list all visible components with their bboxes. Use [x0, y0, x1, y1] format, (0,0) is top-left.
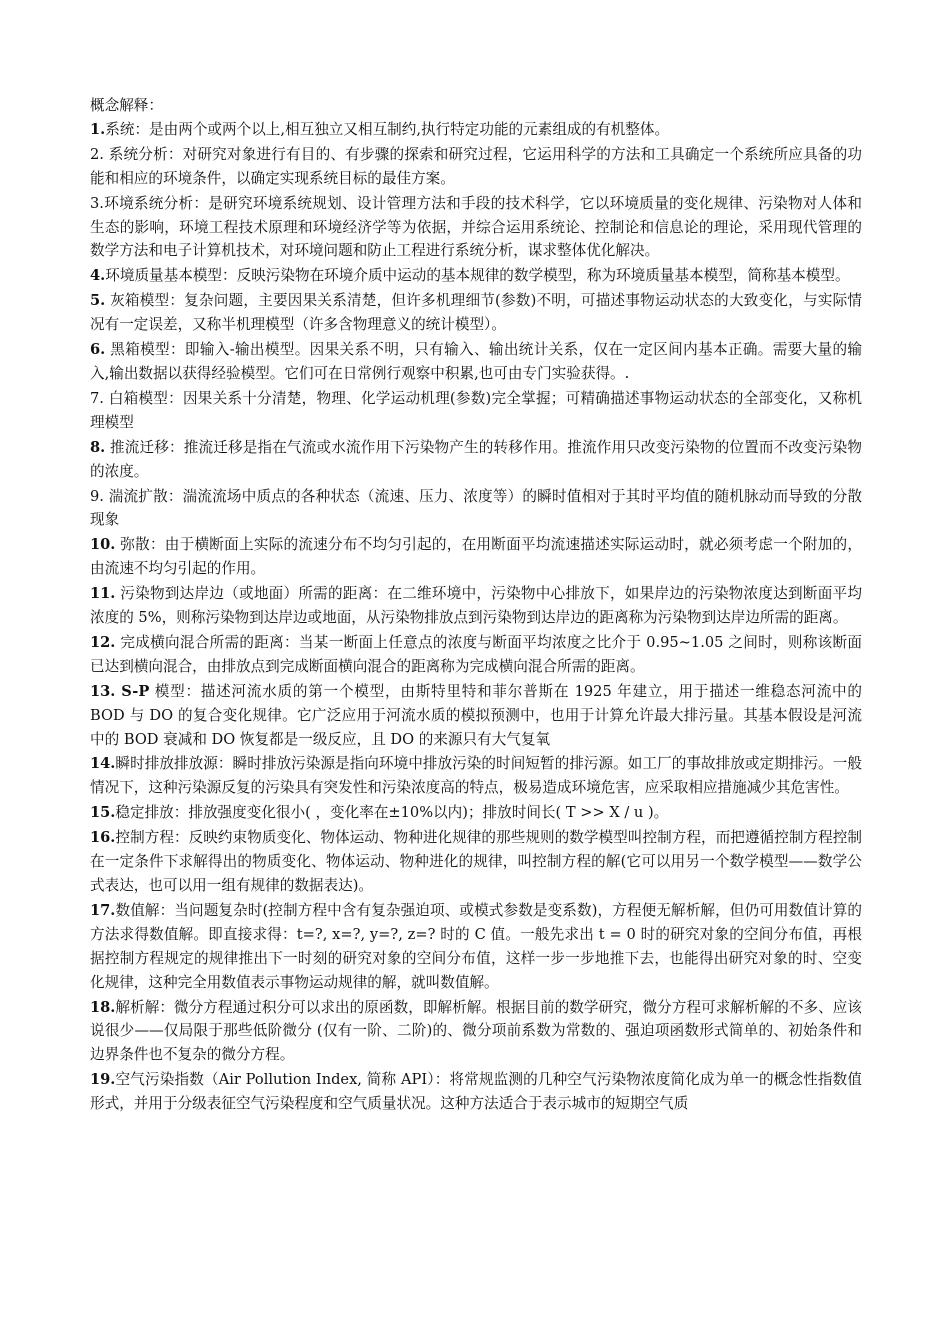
definition-item-7	[90, 387, 862, 435]
item-number: 11.	[90, 585, 116, 603]
definition-item-8	[90, 436, 862, 484]
item-number: 10.	[90, 536, 116, 554]
item-number: 19.	[90, 1071, 116, 1089]
item-number: 13. S-P	[90, 682, 150, 700]
item-number: 17.	[90, 901, 116, 919]
item-text: 湍流扩散：湍流流场中质点的各种状态（流速、压力、浓度等）的瞬时值相对于其时平均值的随机脉动而导致的分散现象	[90, 487, 862, 529]
item-number: 1.	[90, 120, 106, 138]
definition-item-2	[90, 143, 862, 191]
item-text: 完成横向混合所需的距离：当某一断面上任意点的浓度与断面平均浓度之比介于 0.95~1.05 之间时，则称该断面已达到横向混合，由排放点到完成断面横向混合的距离称为完成横向混合所需的距离。	[90, 633, 862, 675]
item-number: 6.	[90, 341, 106, 359]
item-number: 5.	[90, 292, 106, 310]
item-number: 2.	[90, 145, 104, 163]
item-number: 18.	[90, 998, 116, 1016]
definition-item-9	[90, 485, 862, 533]
definition-item-12	[90, 631, 862, 679]
definition-item-13	[90, 680, 862, 752]
item-number: 14.	[90, 755, 116, 773]
item-text: 瞬时排放排放源：瞬时排放污染源是指向环境中排放污染的时间短暂的排污源。如工厂的事故排放或定期排污。一般情况下，这种污染源反复的污染具有突发性和污染浓度高的特点，极易造成环境危害，应采取相应措施减少其危害性。	[90, 755, 862, 797]
item-text: 稳定排放：排放强度变化很小( ，变化率在±10%以内)；排放时间长( T >> X / u )。	[115, 804, 669, 822]
definition-item-6	[90, 338, 862, 386]
definition-item-1	[90, 118, 862, 142]
definition-item-4	[90, 264, 862, 288]
definition-item-18	[90, 996, 862, 1068]
definition-item-17	[90, 899, 862, 995]
item-text: 弥散：由于横断面上实际的流速分布不均匀引起的，在用断面平均流速描述实际运动时，就必须考虑一个附加的，由流速不均匀引起的作用。	[90, 536, 862, 578]
item-text: 控制方程：反映约束物质变化、物体运动、物种进化规律的那些规则的数学模型叫控制方程，而把遵循控制方程控制在一定条件下求解得出的物质变化、物体运动、物种进化的规律，叫控制方程的解(它可以用另一个数学模型——数学公式表达，也可以用一组有规律的数据表达)。	[90, 829, 862, 894]
item-text: 模型：描述河流水质的第一个模型，由斯特里特和菲尔普斯在 1925 年建立，用于描述一维稳态河流中的 BOD 与 DO 的复合变化规律。它广泛应用于河流水质的模拟预测中，也用于计算允许最大排污量。其基本假设是河流中的 BOD 衰减和 DO 恢复都是一级反应，且 DO 的来源只有大气复氧	[90, 682, 863, 748]
item-text: 灰箱模型：复杂问题，主要因果关系清楚，但许多机理细节(参数)不明，可描述事物运动状态的大致变化，与实际情况有一定误差，又称半机理模型（许多含物理意义的统计模型）。	[90, 292, 862, 334]
item-number: 16.	[90, 829, 116, 847]
item-text: 解析解：微分方程通过积分可以求出的原函数，即解析解。根据目前的数学研究，微分方程可求解析解的不多、应该说很少——仅局限于那些低阶微分 (仅有一阶、二阶)的、微分项前系数为常数的、强迫项函数形式简单的、初始条件和边界条件也不复杂的微分方程。	[90, 998, 862, 1064]
item-text: 环境系统分析：是研究环境系统规划、设计管理方法和手段的技术科学，它以环境质量的变化规律、污染物对人体和生态的影响，环境工程技术原理和环境经济学等为依据，并综合运用系统论、控制论和信息论的理论，采用现代管理的数学方法和电子计算机技术，对环境问题和防止工程进行系统分析，谋求整体优化解决。	[90, 194, 862, 260]
item-number: 8.	[90, 438, 106, 456]
definition-item-11	[90, 582, 862, 630]
definition-item-10	[90, 533, 862, 581]
item-number: 9.	[90, 487, 104, 505]
section-heading: 概念解释：	[90, 97, 163, 114]
item-text: 污染物到达岸边（或地面）所需的距离：在二维环境中，污染物中心排放下，如果岸边的污染物浓度达到断面平均浓度的 5%，则称污染物到达岸边或地面，从污染物排放点到污染物到达岸边的距离称为污染物到达岸边所需的距离。	[90, 585, 862, 627]
item-text: 环境质量基本模型：反映污染物在环境介质中运动的基本规律的数学模型，称为环境质量基本模型，简称基本模型。	[105, 267, 850, 285]
definition-item-16	[90, 826, 862, 898]
item-text: 数值解：当问题复杂时(控制方程中含有复杂强迫项、或模式参数是变系数)，方程便无解析解，但仍可用数值计算的方法求得数值解。即直接求得：t=?, x=?, y=?, z=? 时的 C 值。一般先求出 t = 0 时的研究对象的空间分布值，再根据控制方程规定的规律推出下一时刻的研究对象的空间分布值，这样一步一步地推下去，也能得出研究对象的时、空变化规律，这种完全用数值表示事物运动规律的解，就叫数值解。	[90, 901, 862, 991]
definition-item-14	[90, 752, 862, 800]
item-text: 空气污染指数（Air Pollution Index, 简称 API）：将常规监测的几种空气污染物浓度简化成为单一的概念性指数值形式，并用于分级表征空气污染程度和空气质量状况。这种方法适合于表示城市的短期空气质	[90, 1071, 862, 1113]
item-text: 系统分析：对研究对象进行有目的、有步骤的探索和研究过程，它运用科学的方法和工具确定一个系统所应具备的功能和相应的环境条件，以确定实现系统目标的最佳方案。	[90, 145, 862, 187]
item-number: 15.	[90, 804, 116, 822]
definition-item-15	[90, 801, 862, 825]
item-text: 黑箱模型：即输入-输出模型。因果关系不明，只有输入、输出统计关系，仅在一定区间内基本正确。需要大量的输入,输出数据以获得经验模型。它们可在日常例行观察中积累,也可由专门实验获得。.	[90, 341, 862, 382]
item-number: 3.	[90, 194, 104, 212]
item-text: 白箱模型：因果关系十分清楚，物理、化学运动机理(参数)完全掌握；可精确描述事物运动状态的全部变化，又称机理模型	[90, 389, 862, 431]
definition-item-19	[90, 1068, 862, 1116]
item-number: 4.	[90, 267, 106, 285]
item-text: 系统：是由两个或两个以上,相互独立又相互制约,执行特定功能的元素组成的有机整体。	[105, 120, 670, 138]
definition-item-5	[90, 289, 862, 337]
item-number: 12.	[90, 633, 116, 651]
item-number: 7.	[90, 389, 104, 407]
definition-item-3	[90, 192, 862, 264]
item-text: 推流迁移：推流迁移是指在气流或水流作用下污染物产生的转移作用。推流作用只改变污染物的位置而不改变污染物的浓度。	[90, 438, 862, 480]
